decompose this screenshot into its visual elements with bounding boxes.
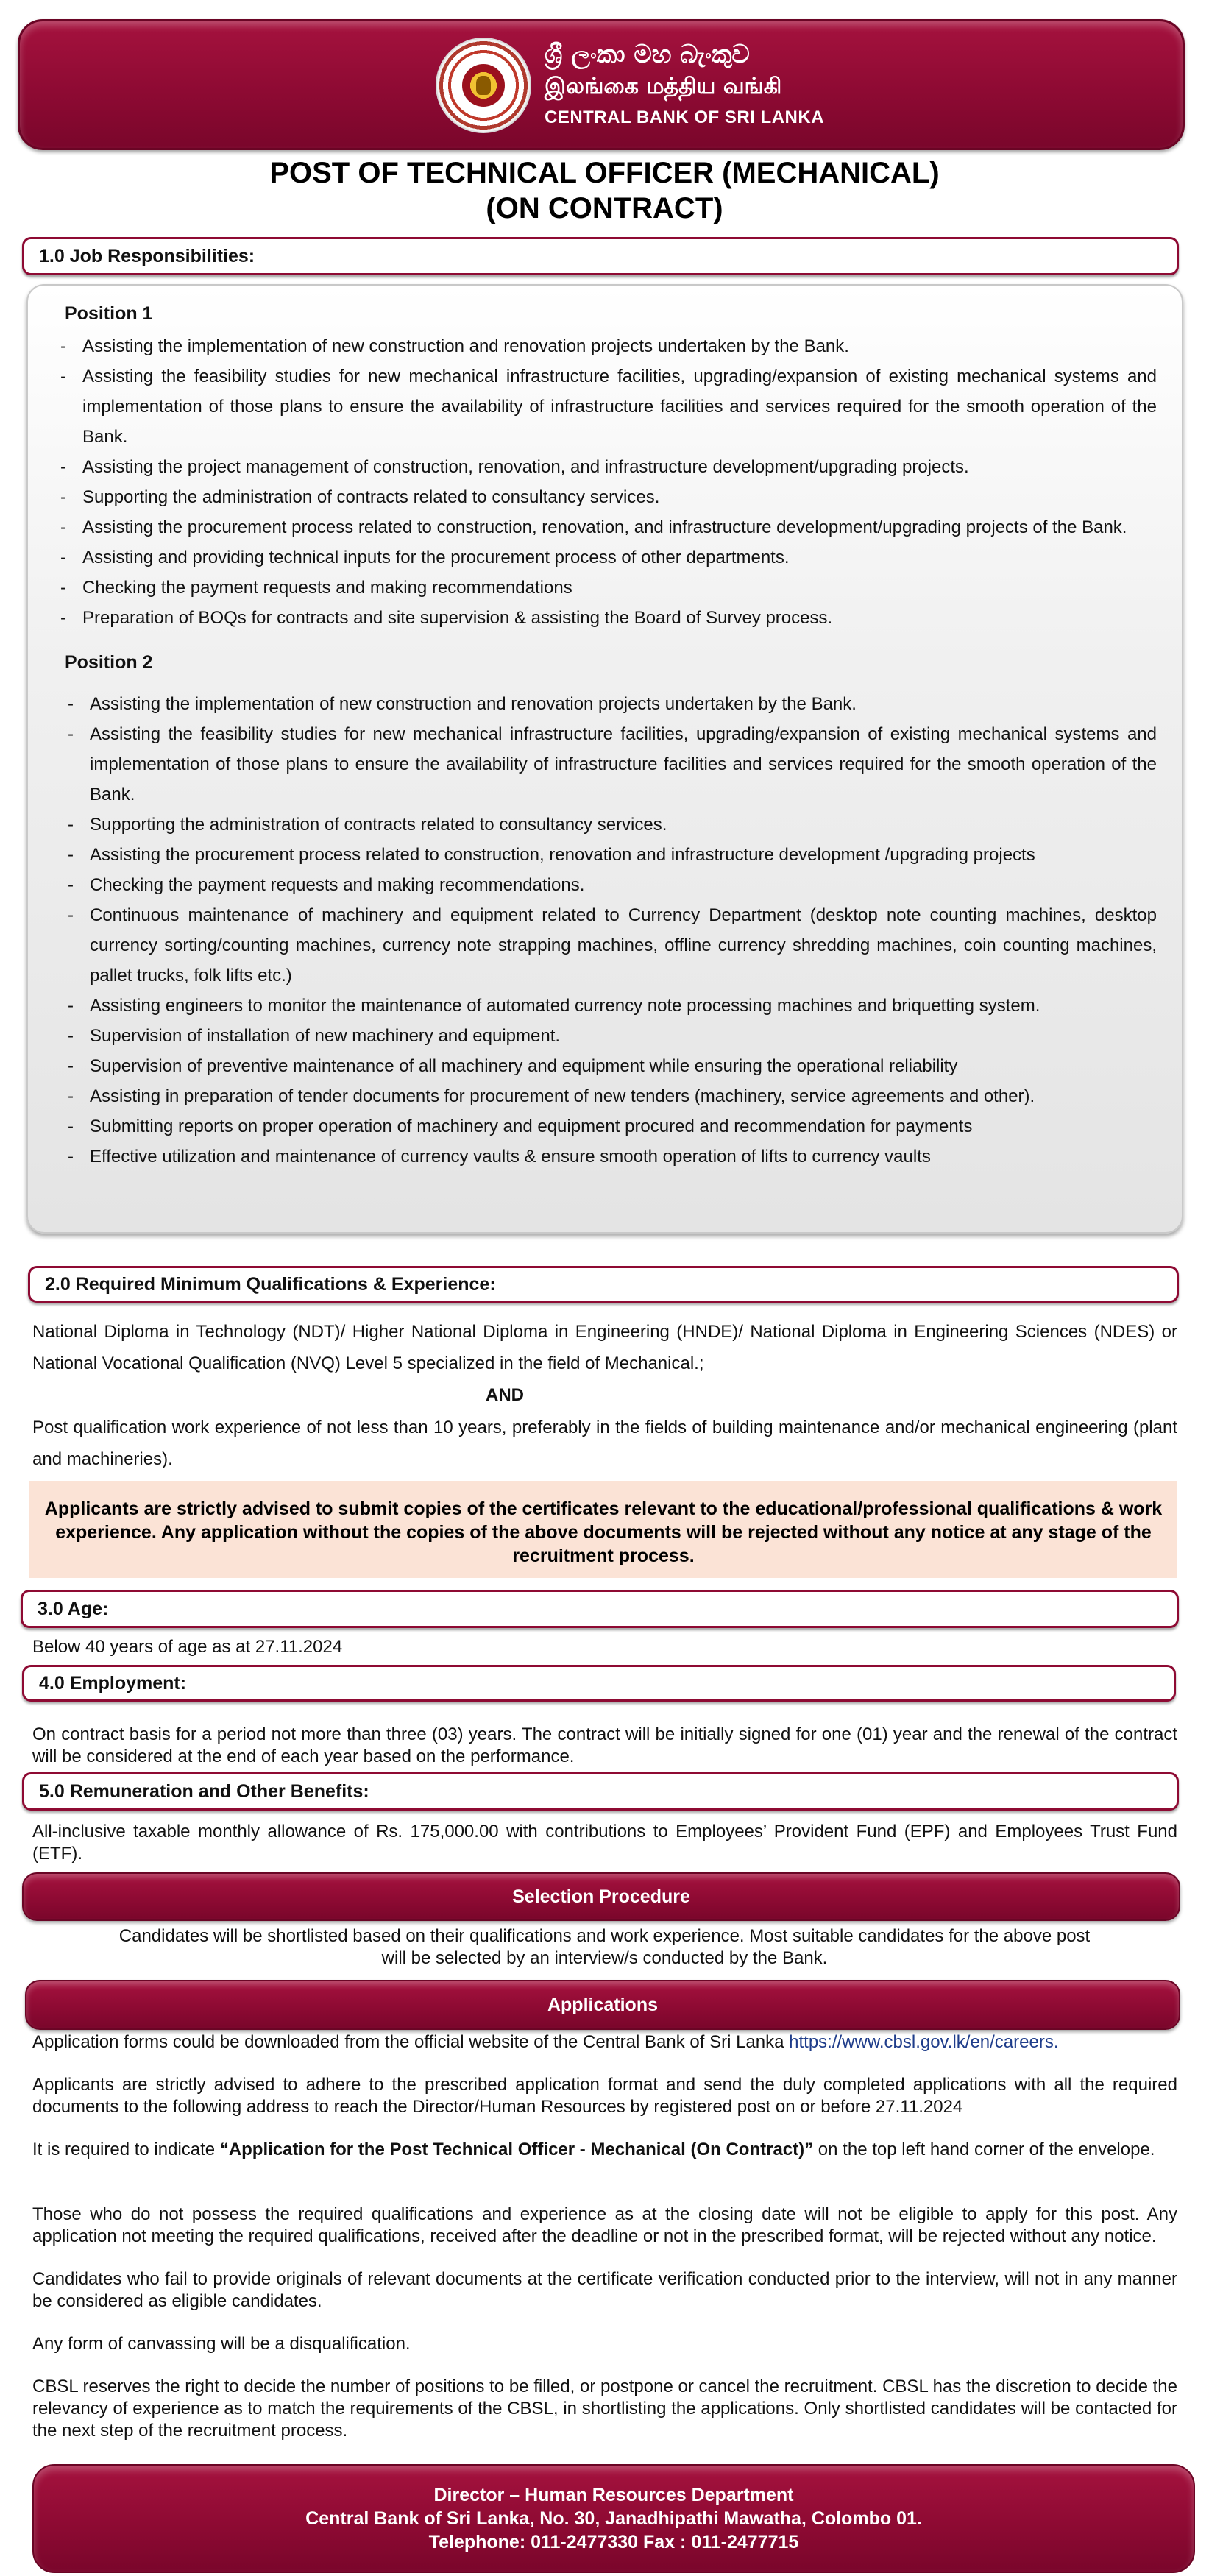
bank-names: [545, 38, 824, 132]
list-item: - Submitting reports on proper operation of machinery and equipment procured and recommendation for payments: [68, 1111, 1157, 1142]
application-format-text: Applicants are strictly advised to adhere to the prescribed application format and send the duly completed applications with all the required documents to the following address to reach the Director/Human Resources by registered post on or before 27.11.2024: [32, 2075, 1177, 2117]
section-heading-job-responsibilities: 1.0 Job Responsibilities:: [22, 237, 1179, 275]
employment-text: On contract basis for a period not more than three (03) years. The contract will be initially signed for one (01) year and the renewal of the contract will be considered at the end of each year based on the performance.: [32, 1724, 1177, 1766]
list-item: - Assisting the project management of construction, renovation, and infrastructure development/upgrading projects.: [60, 452, 1157, 482]
selection-line2: will be selected by an interview/s conducted by the Bank.: [381, 1948, 828, 1968]
bank-name-english: CENTRAL BANK OF SRI LANKA: [545, 107, 825, 127]
experience-text: Post qualification work experience of not less than 10 years, preferably in the fields of building maintenance and/or mechanical engineering (plant and machineries).: [32, 1418, 1177, 1469]
list-item: - Supporting the administration of contracts related to consultancy services.: [68, 810, 1157, 840]
section-heading-qualifications: 2.0 Required Minimum Qualifications & Experience:: [28, 1266, 1179, 1303]
list-item: - Continuous maintenance of machinery and equipment related to Currency Department (desktop note counting machines, desktop currency sorting/counting machines, currency note strapping machines, offline currency shredding machines, coin counting machines, pallet trucks, folk lifts etc.): [68, 900, 1157, 991]
application-download-label: Application forms could be downloaded from the official website of the Central Bank of Sri Lanka: [32, 2032, 790, 2052]
section-heading-remuneration: 5.0 Remuneration and Other Benefits:: [22, 1772, 1179, 1811]
position-1-list: [60, 331, 1157, 633]
position-1-title: Position 1: [65, 303, 153, 324]
cbsl-rights-text: CBSL reserves the right to decide the number of positions to be filled, or postpone or cancel the recruitment. CBSL has the discretion to decide the relevancy of experience as to match the requirements of the CBSL, in shortlisting the applications. Only shortlisted candidates will be contacted for the next step of the recruitment process.: [32, 2377, 1177, 2441]
list-item: - Assisting the feasibility studies for new mechanical infrastructure facilities, upgrading/expansion of existing mechanical systems and implementation of those plans to ensure the availability of infrastructure facilities and services required for the smooth operation of the Bank.: [60, 361, 1157, 452]
footer-phone-fax: Telephone: 011-2477330 Fax : 011-2477715: [428, 2532, 799, 2552]
position-2-list: [68, 689, 1157, 1172]
list-item: - Assisting the feasibility studies for new mechanical infrastructure facilities, upgrading/expansion of existing mechanical systems and implementation of those plans to ensure the availability of infrastructure facilities and services required for the smooth operation of the Bank.: [68, 719, 1157, 810]
eligibility-text: Those who do not possess the required qualifications and experience as at the closing date will not be eligible to apply for this post. Any application not meeting the required qualifications, received after the deadline or not in the prescribed format, will be rejected without any notice.: [32, 2204, 1177, 2246]
list-item: - Checking the payment requests and making recommendations: [60, 573, 1157, 603]
qualification-text: National Diploma in Technology (NDT)/ Higher National Diploma in Engineering (HNDE)/ National Diploma in Engineering Sciences (NDES) or National Vocational Qualification (NVQ) Level 5 specialized in the field of Mechanical.;: [32, 1322, 1177, 1373]
age-text: Below 40 years of age as at 27.11.2024: [32, 1637, 343, 1657]
page-title-line1: POST OF TECHNICAL OFFICER (MECHANICAL): [269, 157, 940, 189]
applications-banner: Applications: [25, 1980, 1180, 2030]
bank-name-sinhala: ශ්‍රී ලංකා මහ බැංකුව: [545, 40, 750, 69]
certificate-notice: Applicants are strictly advised to submit copies of the certificates relevant to the educational/professional qualifications & work experience. Any application without the copies of the above documents will be rejected without any notice at any stage of the recruitment process.: [29, 1481, 1177, 1578]
header-branding: [436, 32, 824, 139]
selection-line1: Candidates will be shortlisted based on their qualifications and work experience. Most suitable candidates for the above post: [118, 1926, 1091, 1946]
envelope-instruction-post: on the top left hand corner of the envelope.: [813, 2140, 1155, 2159]
section-heading-employment: 4.0 Employment:: [22, 1665, 1176, 1702]
list-item: - Assisting engineers to monitor the maintenance of automated currency note processing machines and briquetting system.: [68, 991, 1157, 1021]
list-item: - Assisting the procurement process related to construction, renovation, and infrastructure development/upgrading projects of the Bank.: [60, 512, 1157, 542]
footer-address: Central Bank of Sri Lanka, No. 30, Janadhipathi Mawatha, Colombo 01.: [305, 2508, 922, 2529]
application-download-text: [32, 2031, 1177, 2053]
list-item: - Assisting the implementation of new construction and renovation projects undertaken by the Bank.: [60, 331, 1157, 361]
envelope-instruction-pre: It is required to indicate: [32, 2140, 220, 2159]
envelope-instruction: [32, 2139, 1177, 2161]
documents-verification-text: Candidates who fail to provide originals of relevant documents at the certificate verification conducted prior to the interview, will not in any manner be considered as eligible candidates.: [32, 2269, 1177, 2311]
contact-footer: [32, 2464, 1195, 2573]
bank-name-tamil: இலங்கை மத்திய வங்கி: [545, 74, 782, 99]
list-item: - Assisting the procurement process related to construction, renovation and infrastructure development /upgrading projects: [68, 840, 1157, 870]
remuneration-text: All-inclusive taxable monthly allowance of Rs. 175,000.00 with contributions to Employees’ Provident Fund (EPF) and Employees Trust Fund (ETF).: [32, 1822, 1177, 1864]
position-2-title: Position 2: [65, 652, 153, 673]
list-item: - Supervision of installation of new machinery and equipment.: [68, 1021, 1157, 1051]
list-item: - Supervision of preventive maintenance of all machinery and equipment while ensuring the operational reliability: [68, 1051, 1157, 1081]
footer-department: Director – Human Resources Department: [433, 2485, 794, 2505]
and-separator: AND: [486, 1385, 524, 1405]
responsibilities-panel: [26, 284, 1183, 1234]
section-heading-age: 3.0 Age:: [21, 1590, 1179, 1628]
envelope-instruction-title: “Application for the Post Technical Officer - Mechanical (On Contract)”: [219, 2140, 814, 2159]
careers-link[interactable]: https://www.cbsl.gov.lk/en/careers.: [789, 2032, 1059, 2052]
list-item: - Checking the payment requests and making recommendations.: [68, 870, 1157, 900]
list-item: - Effective utilization and maintenance of currency vaults & ensure smooth operation of lifts to currency vaults: [68, 1142, 1157, 1172]
list-item: - Assisting the implementation of new construction and renovation projects undertaken by the Bank.: [68, 689, 1157, 719]
cbsl-seal-icon: [436, 38, 531, 133]
canvassing-text: Any form of canvassing will be a disqualification.: [32, 2334, 411, 2354]
list-item: - Assisting and providing technical inputs for the procurement process of other departments.: [60, 542, 1157, 573]
list-item: - Preparation of BOQs for contracts and site supervision & assisting the Board of Survey process.: [60, 603, 1157, 633]
selection-procedure-banner: Selection Procedure: [22, 1872, 1180, 1921]
list-item: - Assisting in preparation of tender documents for procurement of new tenders (machinery, service agreements and other).: [68, 1081, 1157, 1111]
page-title-line2: (ON CONTRACT): [486, 192, 723, 224]
lion-emblem-icon: [462, 64, 505, 107]
list-item: - Supporting the administration of contracts related to consultancy services.: [60, 482, 1157, 512]
page-header: [18, 19, 1185, 150]
